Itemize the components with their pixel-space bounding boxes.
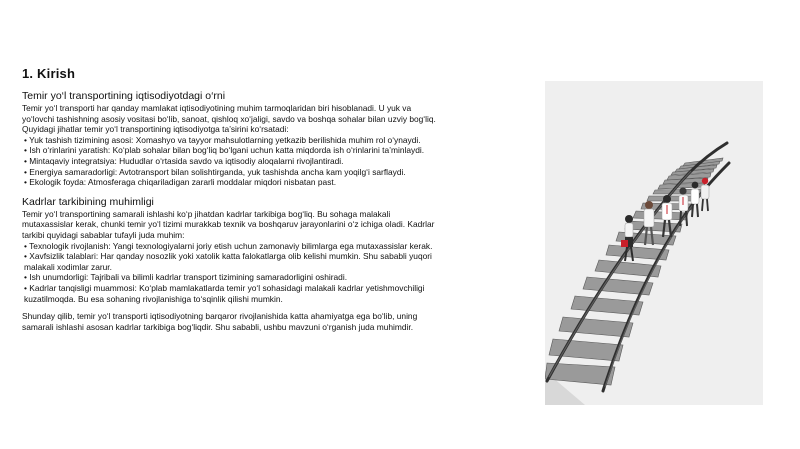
list-item: • Ish o‘rinlarini yaratish: Ko‘plab sohalar bilan bog‘liq bo‘lgani uchun katta miqdorda ish o‘rinlarini ta’minlaydi. — [22, 145, 442, 156]
list-item: • Yuk tashish tizimining asosi: Xomashyo va tayyor mahsulotlarning yetkazib berilishida muhim rol o‘ynaydi. — [22, 135, 442, 146]
list-item: • Texnologik rivojlanish: Yangi texnologiyalarni joriy etish uchun zamonaviy bilimlarga ega mutaxassislar kerak. — [22, 241, 442, 252]
section-intro-staff: Temir yo‘l transportining samarali ishlashi ko‘p jihatdan kadrlar tarkibiga bog‘liq. Bu sohaga malakali mutaxassislar kerak, chunki temir yo‘l tizimi murakkab texnik va boshqaruv jarayonlarini o‘z ichiga oladi. Kadrlar tarkibi quyidagi sabablar tufayli juda muhim: — [22, 208, 435, 240]
list-item: • Mintaqaviy integratsiya: Hududlar o‘rtasida savdo va iqtisodiy aloqalarni rivojlantiradi. — [22, 156, 442, 167]
list-item: • Xavfsizlik talablari: Har qanday nosozlik yoki xatolik katta falokatlarga olib kelishi mumkin. Shu sababli yuqori malakali xodimlar zarur. — [22, 251, 442, 272]
section-heading-economy: Temir yo‘l transportining iqtisodiyotdagi o‘rni — [22, 90, 226, 102]
bullet-list-staff — [22, 241, 442, 305]
list-item: • Energiya samaradorligi: Avtotransport bilan solishtirganda, yuk tashishda ancha kam yoqilg‘i sarflaydi. — [22, 167, 442, 178]
section-intro-economy: Temir yo‘l transporti har qanday mamlakat iqtisodiyotining muhim tarmoqlaridan biri hisoblanadi. U yuk va yo‘lovchi tashishning asosiy vositasi bo‘lib, sanoat, qishloq xo‘jaligi, savdo va boshqa sohalar bilan uzviy bog‘liq. Quyidagi jihatlar temir yo‘l transportining iqtisodiyotga ta’sirini ko‘rsatadi: — [22, 103, 436, 135]
conclusion-paragraph: Shunday qilib, temir yo‘l transporti iqtisodiyotning barqaror rivojlanishida katta ahamiyatga ega bo‘lib, uning samarali ishlashi asosan kadrlar tarkibiga bog‘liqdir. Shu sababli, ushbu mavzuni o‘rganish juda muhimdir. — [22, 311, 418, 332]
list-item: • Ekologik foyda: Atmosferaga chiqariladigan zararli moddalar miqdori nisbatan past. — [22, 177, 442, 188]
document-body — [22, 90, 442, 332]
list-item: • Ish unumdorligi: Tajribali va bilimli kadrlar transport tizimining samaradorligini oshiradi. — [22, 272, 442, 283]
section-heading-staff: Kadrlar tarkibining muhimligi — [22, 195, 154, 208]
bullet-list-economy — [22, 135, 442, 188]
railway-people-image — [545, 81, 763, 405]
page-title: 1. Kirish — [22, 66, 76, 81]
list-item: • Kadrlar tanqisligi muammosi: Ko‘plab mamlakatlarda temir yo‘l sohasidagi malakali kadrlar yetishmovchiligi kuzatilmoqda. Bu esa sohaning rivojlanishiga to‘sqinlik qilishi mumkin. — [22, 283, 442, 304]
railway-illustration — [545, 81, 763, 405]
